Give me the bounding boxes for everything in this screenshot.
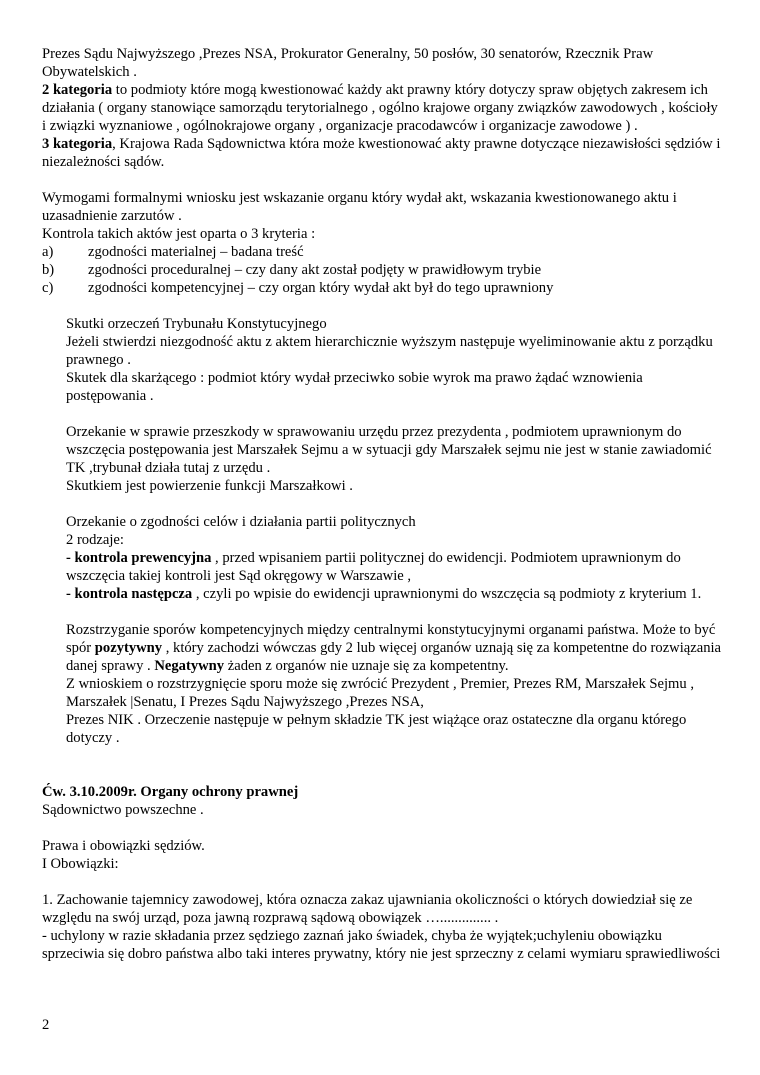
paragraph-uchylony: - uchylony w razie składania przez sędziego zaznań jako świadek, chyba że wyjątek;uchyleniu obowiązku sprzeciwia się dobro państwa albo taki interes prywatny, który nie jest sprzeczny z celami wymiaru sprawiedliwości [42, 928, 721, 962]
paragraph-prawa: Prawa i obowiązki sędziów. [42, 838, 205, 854]
paragraph-obowiazki: I Obowiązki: [42, 856, 119, 872]
section-heading: Ćw. 3.10.2009r. Organy ochrony prawnej [42, 784, 299, 800]
kategoria-3-label: 3 kategoria [42, 136, 113, 152]
indented-section [42, 315, 722, 747]
partie-title: Orzekanie o zgodności celów i działania partii politycznych [66, 514, 416, 530]
paragraph-spory: Rozstrzyganie sporów kompetencyjnych między centralnymi konstytucyjnymi organami państwa. Może to być spór pozytywny , który zachodzi wówczas gdy 2 lub więcej organów uznają się za kompetentne do rozwiązania danej sprawy . Negatywny żaden z organów nie uznaje się za kompetentny. [66, 622, 722, 674]
document-page [42, 45, 722, 963]
paragraph-kontrola-intro: Kontrola takich aktów jest oparta o 3 kryteria : [42, 226, 316, 242]
paragraph-podmioty: Prezes Sądu Najwyższego ,Prezes NSA, Prokurator Generalny, 50 posłów, 30 senatorów, Rzecznik Praw Obywatelskich . [42, 46, 654, 80]
paragraph-sadownictwo: Sądownictwo powszechne . [42, 802, 204, 818]
page-number: 2 [42, 1017, 50, 1033]
paragraph-prewencyjna: - kontrola prewencyjna , przed wpisaniem partii politycznej do ewidencji. Podmiotem uprawnionym do wszczęcia takiej kontroli jest Sąd okręgowy w Warszawie , [66, 550, 681, 584]
paragraph-skutki-1: Jeżeli stwierdzi niezgodność aktu z aktem hierarchicznie wyższym następuje wyeliminowanie aktu z porządku prawnego . [66, 334, 713, 368]
paragraph-wymogi: Wymogami formalnymi wniosku jest wskazanie organu który wydał akt, wskazania kwestionowanego aktu i uzasadnienie zarzutów . [42, 190, 677, 224]
paragraph-kategoria-3: 3 kategoria, Krajowa Rada Sądownictwa która może kwestionować akty prawne dotyczące niezawisłości sędziów i niezależności sądów. [42, 136, 721, 170]
paragraph-wniosek-2: Prezes NIK . Orzeczenie następuje w pełnym składzie TK jest wiążące oraz ostateczne dla organu którego dotyczy . [66, 712, 687, 746]
list-item: c) zgodności kompetencyjnej – czy organ który wydał akt był do tego uprawniony [42, 280, 554, 296]
list-item: a) zgodności materialnej – badana treść [42, 244, 304, 260]
paragraph-pkt-1: 1. Zachowanie tajemnicy zawodowej, która oznacza zakaz ujawniania okoliczności o których dowiedział się ze względu na swój urząd, poza jawną rozprawą sądową obowiązek ….............. . [42, 892, 693, 926]
paragraph-kategoria-2: 2 kategoria to podmioty które mogą kwestionować każdy akt prawny który dotyczy spraw objętych zakresem ich działania ( organy stanowiące samorządu terytorialnego , ogólno krajowe organy związków zawodowych , kościoły i związki wyznaniowe , ogólnokrajowe organy , organizacje pracodawców i organizacje zawodowe ) . [42, 82, 718, 134]
paragraph-nastepcza: - kontrola następcza , czyli po wpisie do ewidencji uprawnionymi do wszczęcia są podmioty z kryterium 1. [66, 586, 702, 602]
paragraph-wniosek-1: Z wnioskiem o rozstrzygnięcie sporu może się zwrócić Prezydent , Premier, Prezes RM, Marszałek Sejmu , Marszałek |Senatu, I Prezes Sądu Najwyższego ,Prezes NSA, [66, 676, 694, 710]
paragraph-skutki-2: Skutek dla skarżącego : podmiot który wydał przeciwko sobie wyrok ma prawo żądać wznowienia postępowania . [66, 370, 643, 404]
paragraph-rodzaje: 2 rodzaje: [66, 532, 124, 548]
paragraph-skutkiem: Skutkiem jest powierzenie funkcji Marszałkowi . [66, 478, 353, 494]
paragraph-orzekanie-prezydent: Orzekanie w sprawie przeszkody w sprawowaniu urzędu przez prezydenta , podmiotem uprawnionym do wszczęcia postępowania jest Marszałek Sejmu a w sytuacji gdy Marszałek sejmu nie jest w stanie zawiadomić TK ,trybunał działa tutaj z urzędu . [66, 424, 712, 476]
kategoria-2-label: 2 kategoria [42, 82, 113, 98]
skutki-title: Skutki orzeczeń Trybunału Konstytucyjnego [66, 316, 327, 332]
list-item: b) zgodności proceduralnej – czy dany akt został podjęty w prawidłowym trybie [42, 262, 542, 278]
